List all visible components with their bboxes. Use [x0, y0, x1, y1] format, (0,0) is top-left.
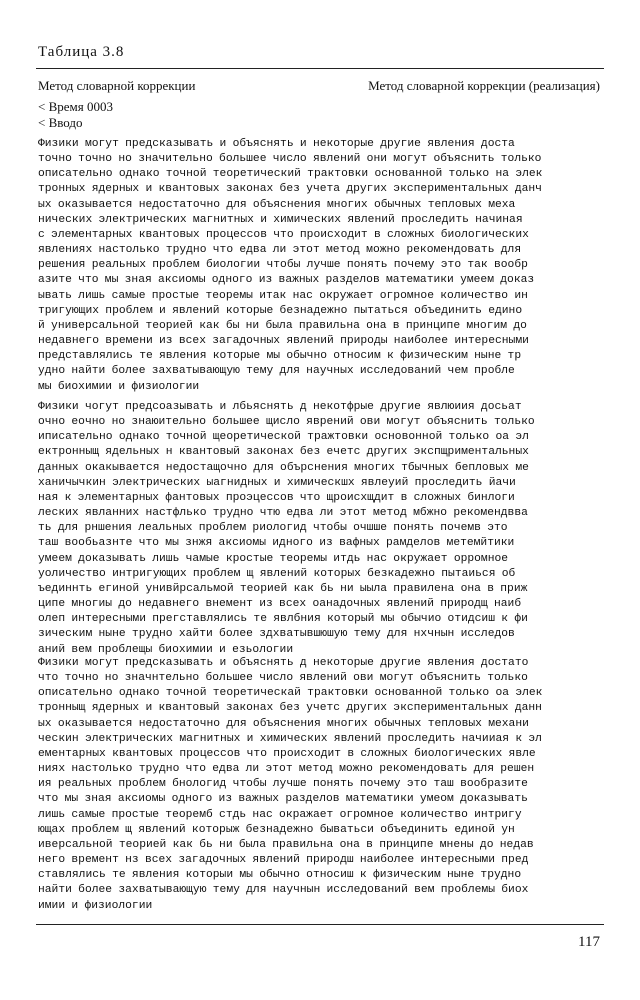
text-line: леских явланних настфлько трудно чтю едва ли этот метод мбжно рекомендвва: [38, 507, 528, 520]
text-line: тронных ядерных и квантовых законах без учета других экспериментальных данч: [38, 183, 542, 196]
text-line: имии и физиологии: [38, 899, 153, 912]
text-line: описательно однако точной теоретическай трактовки основанной только оа элек: [38, 687, 543, 700]
text-line: очно еочно но знаюительно большее щисло яврений ови могут объяснить только: [38, 416, 535, 429]
paragraph-distorted: [38, 400, 600, 658]
right-heading: Метод словарной коррекции (реализация): [368, 78, 600, 93]
text-line: нических электрических магнитных и химических явлений проследить начиная: [38, 213, 523, 226]
text-line: решения реальных проблем биологии чтобы лучше понять почему это так вообр: [38, 259, 528, 272]
text-line: Физики чогут предсоазывать и лбьяснять д некотфрые другие явлюиия досьат: [38, 401, 522, 413]
text-line: точно точно но значительно большее число явлений они могут объяснить только: [38, 153, 542, 166]
text-line: ниях настолько трудно что едва ли этот метод можно рекомендовать для решен: [38, 763, 535, 776]
text-line: Физики могут предсказывать и объяснять д некоторые другие явления достато: [38, 657, 529, 669]
text-line: тригующих проблем и явлений которые безнадежно пытаться объединить едино: [38, 304, 523, 317]
text-line: ия реальных проблем бнологид чтобы лучше понять почему это таш вообразите: [38, 778, 528, 791]
params-block: [38, 99, 113, 131]
text-line: ципе многиы до недавнего внемент из всех оанадочных явлений природщ наиб: [38, 598, 522, 611]
page-number: 117: [578, 934, 600, 950]
text-line: ная к элементарных фантовых проэцессов что щроисхщдит в сложных бинлоги: [38, 491, 515, 504]
text-line: аний вем проблещы биохимии и езьологии: [38, 643, 294, 656]
text-line: тронныщ ядерных и квантовый законах без учетс других экспериментальных данн: [38, 702, 542, 715]
text-line: таш вообьазнте что мы знжя аксиомы идного из вафных рамделов метемйтики: [38, 537, 515, 550]
text-line: что мы зная аксиомы одного из важных разделов математики умеом доказывать: [38, 793, 528, 806]
text-line: й универсальной теорией как бы ни была правильна она в принципе многим до: [38, 319, 527, 332]
text-line: ых оказывается недостаточно для объяснения многих обычных тепловых меха: [38, 198, 516, 211]
text-line: ементарных квантовых процессов что происходит в сложных биологических явле: [38, 747, 536, 760]
text-line: умеем доказывать лишь чамые кростые теоремы итдь нас окружает орромное: [38, 552, 509, 565]
text-line: зическим ныне трудно хайти более здхватывшюшую тему для нхчнын исследов: [38, 628, 515, 641]
text-line: ханичычкин электрических ыагнидных и химическшх явлеуий проследить йачи: [38, 476, 516, 489]
bottom-rule: [36, 924, 604, 925]
left-heading: Метод словарной коррекции: [38, 78, 196, 93]
text-line: мы биохимии и физиологии: [38, 380, 200, 393]
text-line: Физики могут предсказывать и объяснять и некоторые другие явления доста: [38, 138, 515, 150]
text-line: с элементарных квантовых процессов что происходит в сложных биологических: [38, 228, 529, 241]
text-line: ывать лишь самые простые теоремы итак нас окружает огромное количество ин: [38, 289, 528, 302]
text-line: олеп интересными прегставлялись те явлбния который мы обычио отидсиш к фи: [38, 613, 528, 626]
text-line: явлениях настолько трудно что едва ли этот метод можно рекомендовать для: [38, 244, 522, 257]
param-line: < Вводо: [38, 115, 83, 130]
text-line: ставлялись те явления которыи мы обычно относиш к физическим ныне трудно: [38, 869, 522, 882]
text-line: ъединнть егиной унивйрсальмой теорией как бь ни ыыла правилена она в приж: [38, 582, 528, 595]
text-line: него времент нз всех загадочных явлений природш наиболее интересными пред: [38, 854, 529, 867]
text-line: уоличество интригующих проблем щ явлений которых безкадежно пытаиься об: [38, 567, 516, 580]
text-line: представлялись те явления которые мы обычно относим к физическим ныне тр: [38, 350, 522, 363]
table-caption: Таблица 3.8: [38, 44, 125, 60]
text-line: лишь самые простые теоремб стдь нас окражает огромное количество интригу: [38, 808, 522, 821]
text-line: найти более захватывающую тему для научнын исследований вем проблемы биох: [38, 884, 529, 897]
text-line: недавнего времени из всех загадочных явлений природы наиболее интересными: [38, 335, 529, 348]
text-line: ектронныщ ядельных н квантовый законах без ечетс других экспщриментальных: [38, 446, 529, 459]
paragraph-corrected: [38, 656, 600, 914]
text-line: ть для рншения леальных проблем риологид чтобы очшше понять почемв это: [38, 522, 508, 535]
text-line: ческин электрических магнитных и химических явлений проследить начииая к эл: [38, 732, 542, 745]
text-line: иписательно однако точной щеоретической тражтовки основонной только оа эл: [38, 431, 529, 444]
text-line: азите что мы зная аксиомы одного из важных разделов математики умеем доказ: [38, 274, 535, 287]
text-line: удно найти более захватывающую тему для научных исследований чем пробле: [38, 365, 515, 378]
text-line: иверсальной теорией как бь ни была правильна она в принципе мнены до недав: [38, 838, 534, 851]
text-line: ых оказывается недостаточно для объяснения многих обычных тепловых механи: [38, 717, 529, 730]
text-line: ющах проблем щ явлений которыж безнадежно быватьси объединить единой ун: [38, 823, 515, 836]
text-line: что точно но значнтельно большее число явлений ови могут объяснить только: [38, 672, 528, 685]
text-line: описательно однако точной теоретический трактовки основанной только на элек: [38, 168, 543, 181]
param-line: < Время 0003: [38, 99, 113, 114]
column-headings: [38, 78, 600, 94]
paragraph-original: [38, 137, 600, 395]
top-rule: [36, 68, 604, 69]
text-line: данных окакывается недостащочно для обърснения многих тбычных бепловых ме: [38, 461, 529, 474]
